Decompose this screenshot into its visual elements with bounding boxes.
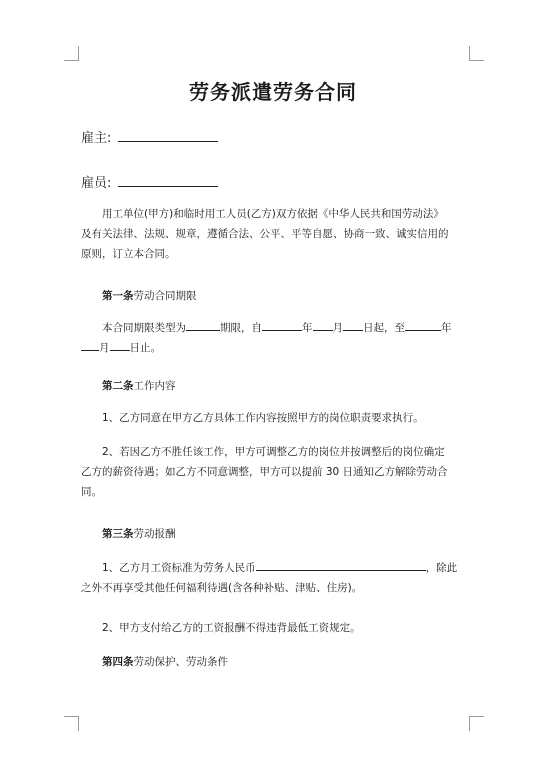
crop-mark-bottom-right <box>469 716 484 731</box>
end-month-blank[interactable] <box>81 339 99 351</box>
article-1-heading <box>102 288 197 303</box>
article-1-line-1 <box>81 318 469 338</box>
article-2-item-1 <box>81 408 469 428</box>
article-1-label: 第一条 <box>102 290 134 302</box>
article-2-item-1-line: 1、乙方同意在甲方乙方具体工作内容按照甲方的岗位职责要求执行。 <box>102 412 424 424</box>
end-year-text: 年 <box>441 322 452 334</box>
intro-paragraph <box>81 204 469 264</box>
start-year-text: 年 <box>302 322 313 334</box>
salary-blank[interactable] <box>256 559 426 571</box>
article-3-item-2-line: 2、甲方支付给乙方的工资报酬不得违背最低工资规定。 <box>102 622 361 634</box>
article-3-item-1-line-2: 之外不再享受其他任何福利待遇(含各种补贴、津贴、住房)。 <box>81 582 363 594</box>
document-title: 劳务派遣劳务合同 <box>189 80 357 104</box>
employer-blank[interactable] <box>118 129 218 142</box>
intro-line-1: 用工单位(甲方)和临时用工人员(乙方)双方依据《中华人民共和国劳动法》 <box>102 208 444 220</box>
start-month-blank[interactable] <box>313 319 333 331</box>
article-2-item-2-line-3: 同。 <box>81 486 102 498</box>
intro-line-2: 及有关法律、法规、规章，遵循合法、公平、平等自愿、协商一致、诚实信用的 <box>81 228 449 240</box>
article-1-line-2 <box>81 338 469 358</box>
end-month-text: 月 <box>99 342 110 354</box>
intro-line-3: 原则，订立本合同。 <box>81 248 176 260</box>
article-3-item-1-line-1 <box>81 558 469 578</box>
start-day-blank[interactable] <box>343 319 363 331</box>
crop-mark-top-right <box>469 46 484 61</box>
article-4-title: 劳动保护、劳动条件 <box>133 656 228 668</box>
article-2-item-2 <box>81 442 469 502</box>
employer-label: 雇主: <box>81 131 112 146</box>
start-year-blank[interactable] <box>262 319 302 331</box>
end-day-text: 日止。 <box>129 342 161 354</box>
salary-text: 1、乙方月工资标准为劳务人民币 <box>102 562 256 574</box>
term-type-text: 本合同期限类型为 <box>102 322 186 334</box>
crop-mark-bottom-left <box>64 716 79 731</box>
term-to-text: 日起，至 <box>363 322 405 334</box>
article-3-title: 劳动报酬 <box>133 528 176 540</box>
crop-mark-top-left <box>64 46 79 61</box>
article-3-label: 第三条 <box>102 528 134 540</box>
salary-suffix-text: ，除此 <box>425 562 458 574</box>
article-1-title: 劳动合同期限 <box>133 290 197 302</box>
article-2-heading <box>102 378 176 393</box>
article-2-item-2-line-1: 2、若因乙方不胜任该工作，甲方可调整乙方的岗位并按调整后的岗位确定 <box>102 446 445 458</box>
employee-field <box>81 172 218 191</box>
article-4-heading <box>102 654 228 669</box>
article-2-label: 第二条 <box>102 380 134 392</box>
article-1-paragraph <box>81 318 469 358</box>
end-day-blank[interactable] <box>110 339 130 351</box>
employee-label: 雇员: <box>81 176 112 191</box>
article-4-label: 第四条 <box>102 656 134 668</box>
article-3-item-2 <box>81 618 469 638</box>
employer-field <box>81 127 218 146</box>
employee-blank[interactable] <box>118 174 218 187</box>
article-2-title: 工作内容 <box>133 380 176 392</box>
term-type-blank[interactable] <box>186 319 220 331</box>
article-3-heading <box>102 526 176 541</box>
end-year-blank[interactable] <box>405 319 441 331</box>
article-3-item-1 <box>81 558 469 598</box>
article-2-item-2-line-2: 乙方的薪资待遇；如乙方不同意调整，甲方可以提前 30 日通知乙方解除劳动合 <box>81 466 448 478</box>
start-month-text: 月 <box>332 322 343 334</box>
term-from-text: 期限，自 <box>220 322 262 334</box>
